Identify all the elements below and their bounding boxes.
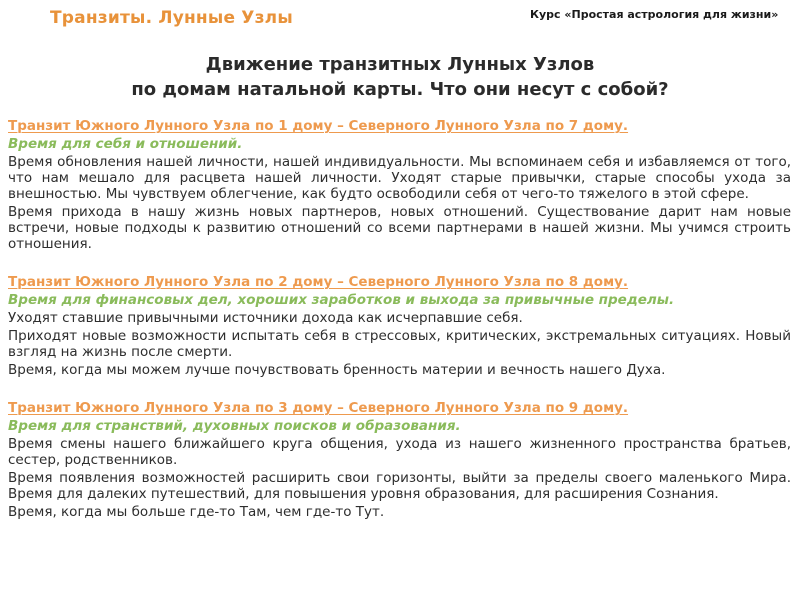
transit-paragraph: Время появления возможностей расширить свои горизонты, выйти за пределы своего маленького Мира. Время для далеких путешествий, для повышения уровня образования, для расширения Сознания.	[8, 470, 791, 502]
transit-paragraph: Время смены нашего ближайшего круга общения, ухода из нашего жизненного пространства братьев, сестер, родственников.	[8, 436, 791, 468]
transit-heading: Транзит Южного Лунного Узла по 1 дому – Северного Лунного Узла по 7 дому.	[8, 118, 629, 134]
transit-heading: Транзит Южного Лунного Узла по 2 дому – Северного Лунного Узла по 8 дому.	[8, 274, 629, 290]
transit-paragraph: Время обновления нашей личности, нашей индивидуальности. Мы вспоминаем себя и избавляемся от того, что нам мешало для расцвета нашей личности. Уходят старые привычки, старые способы ухода за внешностью. Мы чувствуем облегчение, как будто освободили себя от чего-то тяжелого в этой сфере.	[8, 154, 791, 202]
subtitle	[0, 52, 800, 102]
transit-paragraph: Приходят новые возможности испытать себя в стрессовых, критических, экстремальных ситуациях. Новый взгляд на жизнь после смерти.	[8, 328, 791, 360]
transit-paragraph: Время прихода в нашу жизнь новых партнеров, новых отношений. Существование дарит нам новые встречи, новые подходы к развитию отношений со всеми партнерами в нашей жизни. Мы учимся строить отношения.	[8, 204, 791, 252]
transit-subheading: Время для финансовых дел, хороших заработков и выхода за привычные пределы.	[8, 292, 675, 308]
transit-subheading: Время для себя и отношений.	[8, 136, 243, 152]
transit-subheading: Время для странствий, духовных поисков и образования.	[8, 418, 461, 434]
subtitle-line-2: по домам натальной карты. Что они несут с собой?	[131, 79, 669, 100]
transit-paragraph: Время, когда мы можем лучше почувствовать бренность материи и вечность нашего Духа.	[8, 362, 666, 378]
transit-section-2	[8, 274, 791, 378]
transit-section-1	[8, 118, 791, 252]
transit-paragraph: Уходят ставшие привычными источники дохода как исчерпавшие себя.	[8, 310, 523, 326]
course-label: Курс «Простая астрология для жизни»	[530, 8, 779, 21]
transit-section-3	[8, 400, 791, 520]
subtitle-line-1: Движение транзитных Лунных Узлов	[205, 54, 595, 75]
transit-heading: Транзит Южного Лунного Узла по 3 дому – Северного Лунного Узла по 9 дому.	[8, 400, 629, 416]
slide-title: Транзиты. Лунные Узлы	[50, 8, 293, 28]
content-body	[8, 118, 791, 522]
transit-paragraph: Время, когда мы больше где-то Там, чем где-то Тут.	[8, 504, 385, 520]
